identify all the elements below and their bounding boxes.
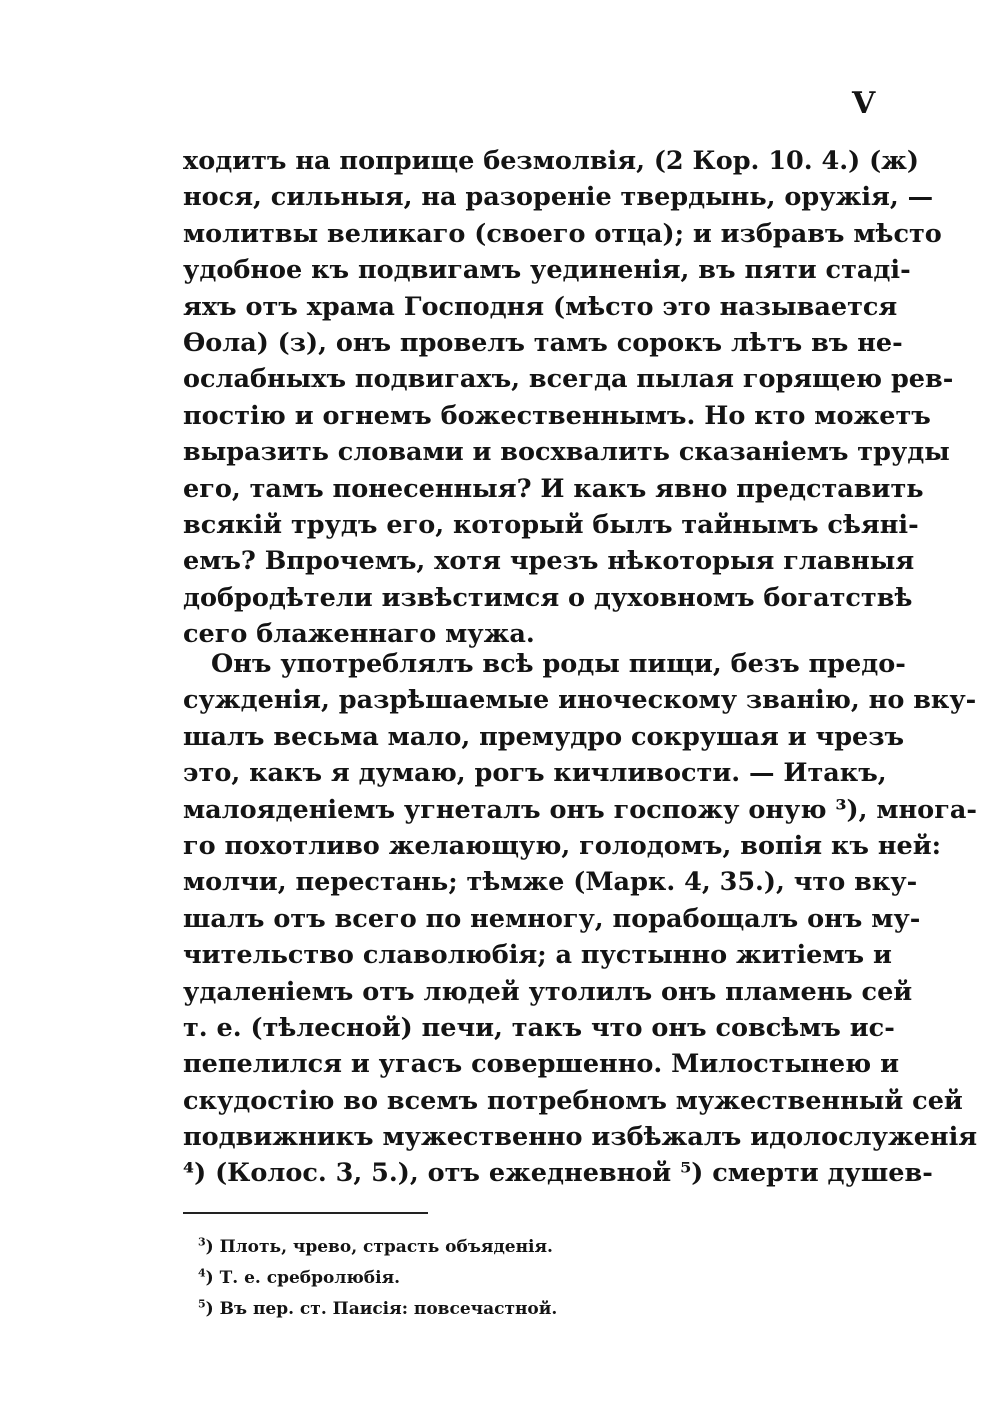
text-line: яхъ отъ храма Господня (мѣсто это называется bbox=[183, 291, 898, 322]
text-line: молчи, перестань; тѣмже (Марк. 4, 35.), что вку- bbox=[183, 867, 918, 898]
paragraph-1 bbox=[183, 143, 954, 652]
footnote-3 bbox=[198, 1232, 557, 1263]
text-line: Ѳола) (з), онъ провелъ тамъ сорокъ лѣтъ въ не- bbox=[183, 327, 903, 358]
text-line: это, какъ я думаю, рогъ кичливости. — Итакъ, bbox=[183, 758, 887, 789]
text-line: его, тамъ понесенныя? И какъ явно представить bbox=[183, 473, 924, 504]
footnote-text: ) Т. е. сребролюбія. bbox=[205, 1268, 401, 1288]
footnote-text: ) Плоть, чрево, страсть объяденія. bbox=[205, 1237, 553, 1257]
text-line: Онъ употреблялъ всѣ роды пищи, безъ предо- bbox=[211, 649, 906, 679]
footnote-4 bbox=[198, 1263, 557, 1294]
footnote-5 bbox=[198, 1294, 557, 1325]
text-line: шалъ отъ всего по немногу, порабощалъ онъ му- bbox=[183, 903, 921, 934]
text-line: пепелился и угасъ совершенно. Милостынею и bbox=[183, 1049, 899, 1080]
text-line: добродѣтели извѣстимся о духовномъ богатствѣ bbox=[183, 582, 913, 613]
text-line: шалъ весьма мало, премудро сокрушая и чрезъ bbox=[183, 721, 905, 752]
text-line: чительство славолюбія; а пустынно житіемъ и bbox=[183, 940, 892, 971]
footnotes bbox=[198, 1232, 557, 1325]
text-line: скудостію во всемъ потребномъ мужественный сей bbox=[183, 1085, 963, 1116]
text-line: подвижникъ мужественно избѣжалъ идолослуженія bbox=[183, 1122, 978, 1153]
page-number: V bbox=[852, 86, 876, 121]
footnote-divider bbox=[183, 1212, 428, 1214]
text-line: малояденіемъ угнеталъ онъ госпожу оную ³), многа- bbox=[183, 794, 977, 825]
text-line: сужденія, разрѣшаемые иноческому званію, но вку- bbox=[183, 685, 977, 716]
footnote-marker: 4 bbox=[198, 1266, 206, 1280]
text-line: молитвы великаго (своего отца); и избравъ мѣсто bbox=[183, 218, 942, 249]
text-line: сего блаженнаго мужа. bbox=[183, 619, 535, 650]
text-line: выразить словами и восхвалить сказаніемъ труды bbox=[183, 437, 950, 468]
paragraph-2 bbox=[183, 646, 978, 1192]
text-line: т. е. (тѣлесной) печи, такъ что онъ совсѣмъ ис- bbox=[183, 1012, 895, 1043]
text-line: всякій трудъ его, который былъ тайнымъ сѣяні- bbox=[183, 509, 919, 540]
text-line: ходитъ на поприще безмолвія, (2 Кор. 10. 4.) (ж) bbox=[183, 146, 920, 176]
text-line: удобное къ подвигамъ уединенія, въ пяти стаді- bbox=[183, 255, 911, 286]
text-line: емъ? Впрочемъ, хотя чрезъ нѣкоторыя главныя bbox=[183, 546, 915, 577]
text-line: ⁴) (Колос. 3, 5.), отъ ежедневной ⁵) смерти душев- bbox=[183, 1158, 933, 1189]
footnote-marker: 3 bbox=[198, 1235, 206, 1249]
footnote-text: ) Въ пер. ст. Паисія: повсечастной. bbox=[205, 1299, 558, 1319]
text-line: го похотливо желающую, голодомъ, вопія къ ней: bbox=[183, 830, 942, 861]
footnote-marker: 5 bbox=[198, 1297, 206, 1311]
text-line: удаленіемъ отъ людей утолилъ онъ пламень сей bbox=[183, 976, 913, 1007]
text-line: нося, сильныя, на разореніе твердынь, оружія, — bbox=[183, 182, 934, 213]
text-line: постію и огнемъ божественнымъ. Но кто можетъ bbox=[183, 400, 931, 431]
text-line: ослабныхъ подвигахъ, всегда пылая горящею рев- bbox=[183, 364, 954, 395]
